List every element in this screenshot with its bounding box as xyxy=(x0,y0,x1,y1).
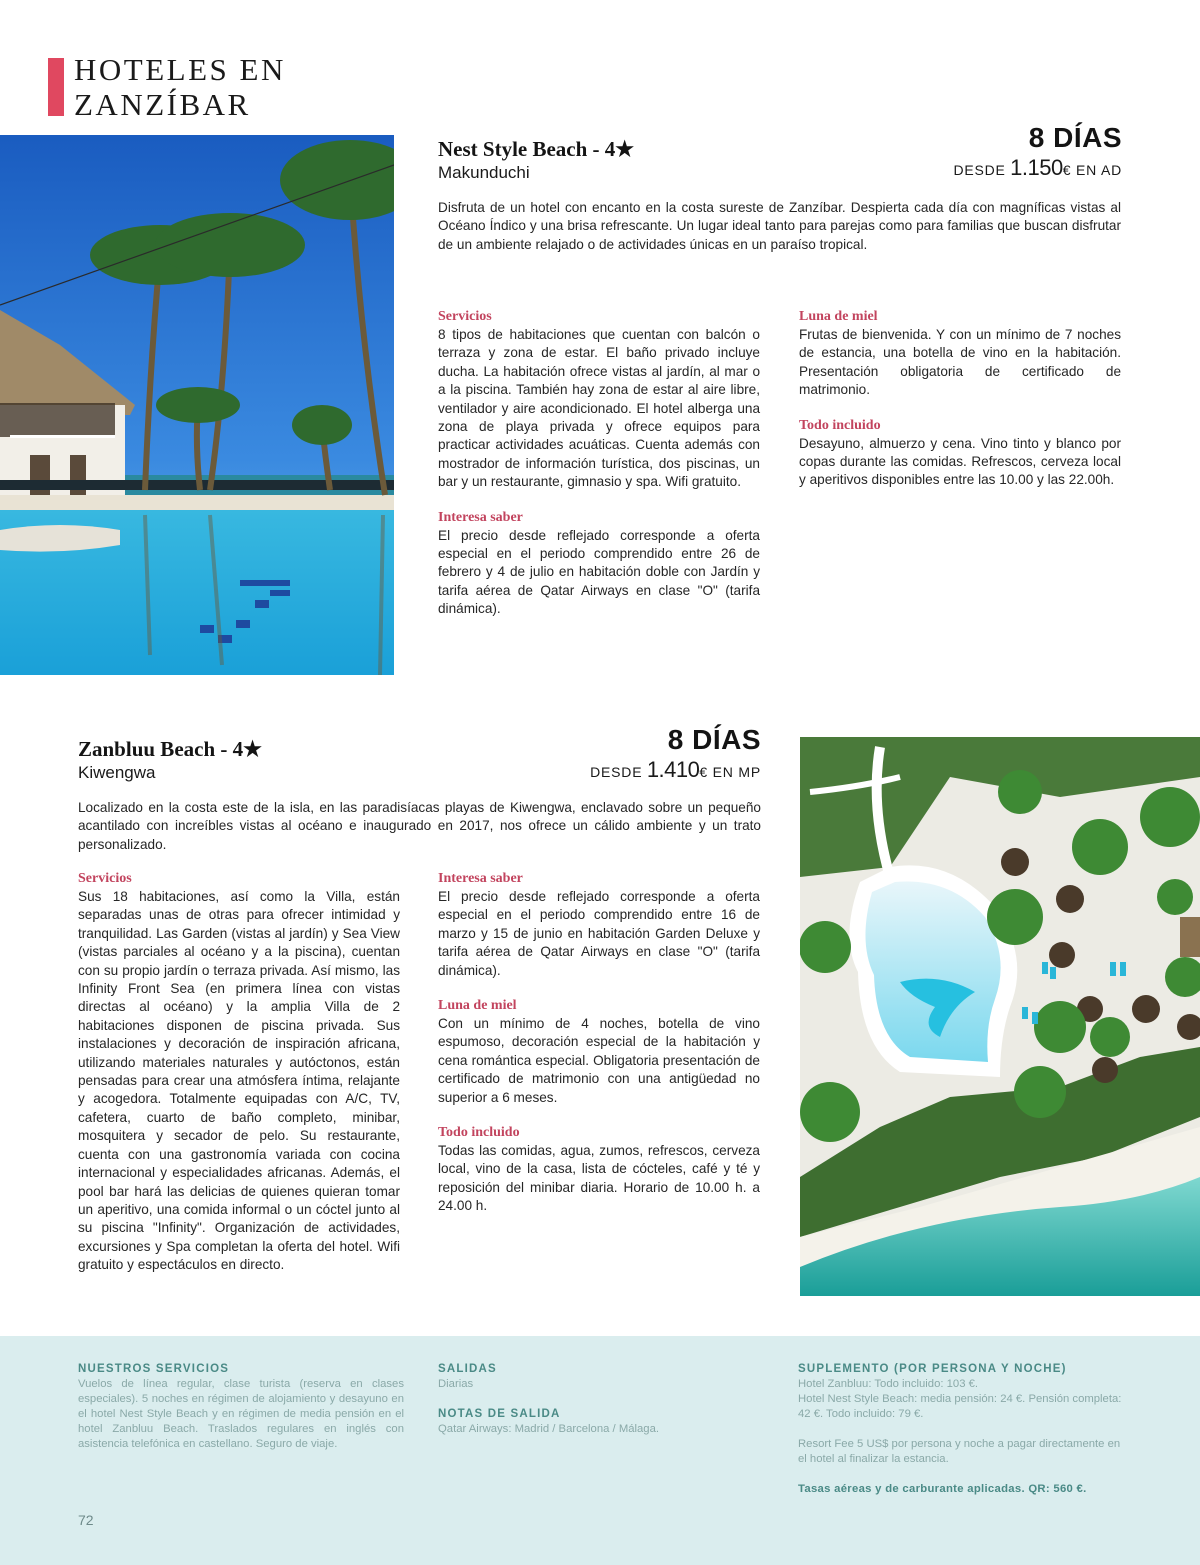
section-heading: Servicios xyxy=(438,309,492,324)
supplement-nest-style: Hotel Nest Style Beach: media pensión: 24 €. Pensión completa: 42 €. Todo incluido: 79 €. xyxy=(798,1393,1122,1420)
footer-heading: NUESTROS SERVICIOS xyxy=(78,1363,230,1375)
price-prefix: DESDE xyxy=(590,764,643,780)
section-body: El precio desde reflejado corresponde a oferta especial en el periodo comprendido entre 16 de marzo y 15 de junio en habitación Garden Deluxe y tarifa aérea de Qatar Airways en clase "O" (tarifa dinámica). xyxy=(438,889,760,978)
section-todo-incluido xyxy=(438,1124,760,1216)
section-heading: Todo incluido xyxy=(799,417,881,433)
hotel-intro: Disfruta de un hotel con encanto en la costa sureste de Zanzíbar. Despierta cada día con magníficas vistas al Océano Índico y una brisa refrescante. Un lugar ideal tanto para parejas como para familias que buscan disfrutar de un ambiente relajado o de actividades únicas en un paraíso tropical. xyxy=(438,200,1121,252)
section-heading: Interesa saber xyxy=(438,509,523,525)
price-from xyxy=(953,155,1122,181)
price-value: 1.410 xyxy=(646,757,700,782)
section-body: Frutas de bienvenida. Y con un mínimo de 7 noches de estancia, una botella de vino en la habitación. Presentación obligatoria de certificado de matrimonio. xyxy=(799,327,1121,398)
section-body: Todas las comidas, agua, zumos, refrescos, cerveza local, vino de la casa, lista de cócteles, café y té y reposición del minibar diaria. Horario de 10.00 h. a 24.00 h. xyxy=(438,1143,760,1214)
hotel-location: Kiwengwa xyxy=(78,763,156,782)
footer-departures xyxy=(438,1362,760,1437)
section-heading: Luna de miel xyxy=(438,998,517,1014)
footer-heading: SUPLEMENTO (POR PERSONA Y NOCHE) xyxy=(798,1363,1067,1375)
section-body: 8 tipos de habitaciones que cuentan con balcón o terraza y zona de estar. El baño privado incluye ducha. La habitación ofrece vistas al jardín, al mar o a la piscina. También hay zona de estar al aire libre, ventilador y aire acondicionado. El hotel alberga una zona de playa privada y ofrece equipos para practicar actividades acuáticas. Cuenta además con mostrador de información turística, dos piscinas, un bar y un restaurante, gimnasio y spa. Wifi gratuito. xyxy=(438,327,760,490)
section-body: Desayuno, almuerzo y cena. Vino tinto y blanco por copas durante las comidas. Refrescos, cerveza local y aperitivos disponibles entre las 10.00 y las 22.00h. xyxy=(799,435,1121,488)
price-value: 1.150 xyxy=(1010,155,1063,180)
pool-palms-illustration xyxy=(0,135,394,675)
price-suffix: € EN MP xyxy=(699,764,761,780)
footer-body: Vuelos de línea regular, clase turista (reserva en clases especiales). 5 noches en régimen de alojamiento y desayuno en el hotel Nest Style Beach y en régimen de media pensión en el hotel Zanbluu Beach. Traslados regulares en inglés con asistencia telefónica en castellano. Seguro de viaje. xyxy=(78,1378,404,1450)
title-line-2: ZANZÍBAR xyxy=(74,87,251,122)
title-accent-bar xyxy=(48,58,64,116)
section-todo-incluido xyxy=(799,417,1121,490)
hotel-1-column-left xyxy=(438,308,760,619)
section-body: El precio desde reflejado corresponde a oferta especial en el periodo comprendido entre 26 de febrero y 4 de julio en habitación doble con Jardín y tarifa aérea de Qatar Airways en clase "O" (tarifa dinámica). xyxy=(438,527,760,617)
hotel-2-column-left xyxy=(78,870,400,1275)
footer-heading: SALIDAS xyxy=(438,1363,497,1375)
taxes-note: Tasas aéreas y de carburante aplicadas. QR: 560 €. xyxy=(798,1483,1087,1495)
title-line-1: HOTELES EN xyxy=(74,52,286,87)
section-servicios xyxy=(78,870,400,1275)
hotel-intro: Localizado en la costa este de la isla, en las paradisíacas playas de Kiwengwa, enclavado sobre un pequeño acantilado con increíbles vistas al océano e inaugurado en 2017, nos ofrece un cálido ambiente y un trato personalizado. xyxy=(78,800,761,852)
resort-fee: Resort Fee 5 US$ por persona y noche a pagar directamente en el hotel al finalizar la estancia. xyxy=(798,1438,1121,1465)
section-interesa-saber xyxy=(438,870,760,980)
hotel-photo-nest-style-beach xyxy=(0,135,394,675)
section-luna-de-miel xyxy=(438,997,760,1107)
section-interesa-saber xyxy=(438,509,760,619)
footer-body: Qatar Airways: Madrid / Barcelona / Málaga. xyxy=(438,1423,660,1435)
section-luna-de-miel xyxy=(799,308,1121,400)
hotel-2-column-middle xyxy=(438,870,760,1216)
trip-duration: 8 DÍAS xyxy=(667,724,761,755)
hotel-location: Makunduchi xyxy=(438,163,530,182)
price-suffix: € EN AD xyxy=(1062,162,1122,178)
footer-supplement xyxy=(798,1362,1123,1497)
hotel-name: Zanbluu Beach - 4★ xyxy=(78,737,262,761)
footer-heading: NOTAS DE SALIDA xyxy=(438,1408,561,1420)
price-from xyxy=(590,757,761,783)
footer-services xyxy=(78,1362,404,1452)
section-heading: Luna de miel xyxy=(799,309,878,324)
hotel-photo-zanbluu-beach xyxy=(800,737,1200,1296)
section-body: Con un mínimo de 4 noches, botella de vino espumoso, decoración especial de la habitación y cena romántica especial. Obligatoria presentación de certificado de matrimonio con una antigüedad no superior a 6 meses. xyxy=(438,1016,760,1105)
supplement-zanbluu: Hotel Zanbluu: Todo incluido: 103 €. xyxy=(798,1378,979,1390)
aerial-pool-illustration xyxy=(800,737,1200,1296)
page-number: 72 xyxy=(78,1512,94,1528)
section-servicios xyxy=(438,308,760,492)
info-footer xyxy=(0,1336,1200,1565)
section-heading: Servicios xyxy=(78,871,132,886)
footer-body: Diarias xyxy=(438,1378,474,1390)
price-prefix: DESDE xyxy=(953,162,1006,178)
section-heading: Interesa saber xyxy=(438,871,523,886)
section-body: Sus 18 habitaciones, así como la Villa, están separadas unas de otras para ofrecer intimidad y tranquilidad. Las Garden (vistas al jardín) y Sea View (vistas parciales al océano y a la piscina), cuentan con su propio jardín o terraza privada. Así mismo, las Infinity Front Sea (en primera línea con vistas directas al océano) y la amplia Villa de 2 habitaciones disponen de piscina privada. Sus instalaciones y decoración de inspiración africana, utilizando materiales naturales y autóctonos, están pensadas para crear una atmósfera íntima, relajante y acogedora. Totalmente equipadas con A/C, TV, cafetera, cuarto de baño completo, minibar, mosquitera y secador de pelo. Su restaurante, cuenta con una gastronomía variada con cocina internacional y especialidades africanas. Además, el pool bar hará las delicias de quienes quieran tomar un aperitivo, una comida informal o un cóctel junto al su piscina "Infinity". Organización de actividades, excursiones y Spa completan la oferta del hotel. Wifi gratuito y espectáculos en directo. xyxy=(78,889,400,1273)
trip-duration: 8 DÍAS xyxy=(1028,122,1122,153)
hotel-1-column-right xyxy=(799,308,1121,490)
section-heading: Todo incluido xyxy=(438,1125,520,1141)
hotel-name: Nest Style Beach - 4★ xyxy=(438,137,635,161)
